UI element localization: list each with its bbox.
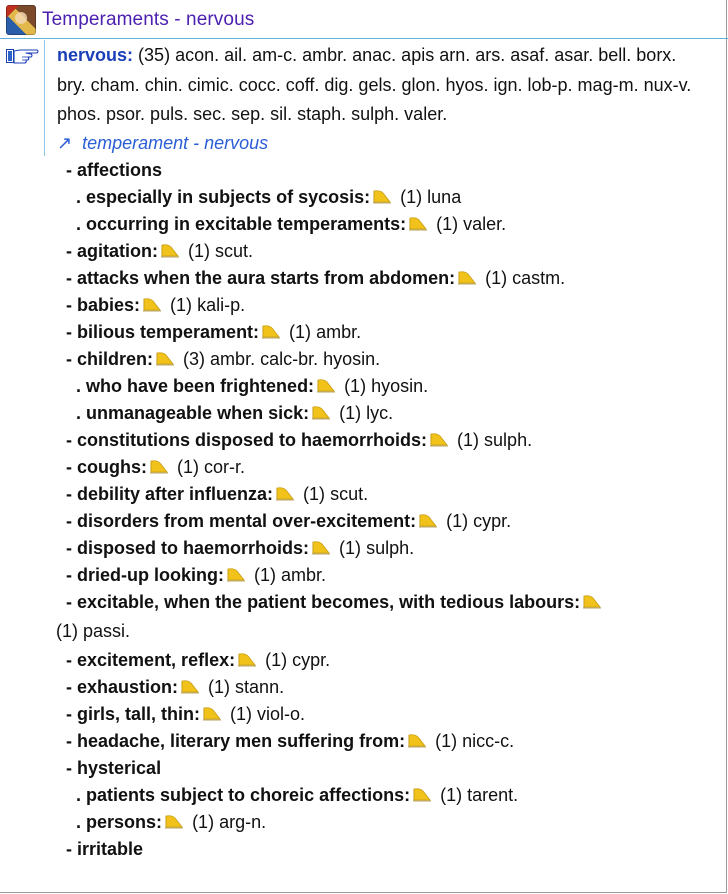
rubric-grade: (1) [435, 731, 458, 751]
yellow-flag-icon[interactable] [429, 433, 449, 447]
rubric-name[interactable]: debility after influenza: [77, 484, 274, 504]
rubric-prefix: . [76, 812, 82, 832]
rubric-remedies[interactable]: hyosin. [371, 376, 429, 396]
yellow-flag-icon[interactable] [160, 244, 180, 258]
yellow-flag-icon[interactable] [412, 788, 432, 802]
rubric-remedies[interactable]: luna [427, 187, 462, 207]
rubric-grade: (1) [339, 403, 362, 423]
rubric-remedies[interactable]: ambr. calc-br. hyosin. [210, 349, 381, 369]
rubric-name[interactable]: excitable, when the patient becomes, with tedious labours: [77, 592, 581, 612]
app-icon[interactable] [6, 5, 36, 35]
rubric-grade: (1) [254, 565, 276, 585]
rubric-row[interactable] [66, 481, 686, 508]
rubric-grade: (1) [436, 214, 459, 234]
subrubric-row[interactable] [66, 782, 686, 809]
rubric-grade: (1) [170, 295, 193, 315]
rubric-grade: (1) [289, 322, 312, 342]
rubric-row[interactable] [66, 562, 686, 589]
rubric-grade: (1) [303, 484, 326, 504]
rubric-grade: (3) [183, 349, 206, 369]
rubric-row[interactable] [66, 508, 686, 535]
rubric-name[interactable]: agitation: [77, 241, 159, 261]
rubric-prefix: - [66, 758, 72, 778]
rubric-remedies[interactable]: tarent. [467, 785, 519, 805]
rubric-remedies[interactable]: sulph. [484, 430, 533, 450]
rubric-name[interactable]: constitutions disposed to haemorrhoids: [77, 430, 428, 450]
crossref-link[interactable] [57, 133, 268, 154]
rubric-row[interactable] [66, 427, 686, 454]
rubric-name[interactable]: excitement, reflex: [77, 650, 236, 670]
rubric-row[interactable] [66, 674, 686, 701]
yellow-flag-icon[interactable] [164, 815, 184, 829]
yellow-flag-icon[interactable] [582, 595, 602, 609]
rubric-prefix: . [76, 187, 82, 207]
rubric-grade: (1) [440, 785, 463, 805]
rubric-prefix: . [76, 785, 82, 805]
yellow-flag-icon[interactable] [316, 379, 336, 393]
rubric-prefix: - [66, 241, 72, 261]
yellow-flag-icon[interactable] [237, 653, 257, 667]
subrubric-row[interactable] [66, 373, 686, 400]
yellow-flag-icon[interactable] [261, 325, 281, 339]
rubric-remedies[interactable]: viol-o. [257, 704, 306, 724]
rubric-remedies[interactable]: cor-r. [204, 457, 246, 477]
rubric-name[interactable]: dried-up looking: [77, 565, 224, 585]
rubric-name[interactable]: occurring in excitable temperaments: [86, 214, 407, 234]
rubric-row[interactable] [66, 238, 686, 265]
rubric-name[interactable]: persons: [86, 812, 163, 832]
rubric-name[interactable]: especially in subjects of sycosis: [86, 187, 371, 207]
main-rubric[interactable] [57, 41, 697, 130]
yellow-flag-icon[interactable] [311, 541, 331, 555]
yellow-flag-icon[interactable] [418, 514, 438, 528]
rubric-remedies[interactable]: arg-n. [219, 812, 267, 832]
rubric-prefix: - [66, 565, 72, 585]
main-rubric-term[interactable]: nervous: [57, 45, 134, 65]
rubric-prefix: . [76, 214, 82, 234]
rubric-remedies[interactable]: cypr. [292, 650, 331, 670]
rubric-name[interactable]: disposed to haemorrhoids: [77, 538, 310, 558]
rubric-name[interactable]: attacks when the aura starts from abdomen: [77, 268, 456, 288]
rubric-prefix: - [66, 457, 72, 477]
rubric-row[interactable] [66, 265, 686, 292]
title-bar [0, 0, 728, 39]
rubric-grade: (1) [400, 187, 423, 207]
rubric-name[interactable]: children: [77, 349, 154, 369]
rubric-prefix: - [66, 160, 72, 180]
rubric-grade: (1) [230, 704, 253, 724]
pointing-hand-icon[interactable] [6, 46, 40, 66]
rubric-prefix: - [66, 511, 72, 531]
yellow-flag-icon[interactable] [149, 460, 169, 474]
rubric-row[interactable] [66, 292, 686, 319]
rubric-prefix: - [66, 704, 72, 724]
rubric-row[interactable] [66, 535, 686, 562]
rubric-name[interactable]: affections [77, 160, 163, 180]
yellow-flag-icon[interactable] [180, 680, 200, 694]
subrubric-row[interactable] [66, 400, 686, 427]
subrubric-row[interactable] [66, 211, 686, 238]
rubric-prefix: - [66, 430, 72, 450]
rubric-name[interactable]: disorders from mental over-excitement: [77, 511, 417, 531]
rubric-remedies[interactable]: passi. [83, 621, 131, 641]
rubric-grade: (1) [339, 538, 362, 558]
yellow-flag-icon[interactable] [142, 298, 162, 312]
rubric-remedies[interactable]: kali-p. [197, 295, 246, 315]
window-title: Temperaments - nervous [42, 9, 255, 30]
rubric-remedies[interactable]: sulph. [366, 538, 415, 558]
rubric-row[interactable] [66, 728, 686, 755]
rubric-remedies[interactable]: ambr. [316, 322, 362, 342]
rubric-grade: (1) [56, 621, 78, 641]
yellow-flag-icon[interactable] [457, 271, 477, 285]
rubric-remedies[interactable]: scut. [330, 484, 369, 504]
rubric-prefix: - [66, 677, 72, 697]
rubric-row[interactable] [66, 319, 686, 346]
rubric-remedies[interactable]: castm. [512, 268, 566, 288]
yellow-flag-icon[interactable] [275, 487, 295, 501]
subrubric-list [56, 157, 686, 863]
rubric-remedies[interactable]: cypr. [473, 511, 512, 531]
yellow-flag-icon[interactable] [311, 406, 331, 420]
rubric-name[interactable]: irritable [77, 839, 144, 859]
rubric-row[interactable] [66, 647, 686, 674]
rubric-prefix: - [66, 650, 72, 670]
rubric-name[interactable]: girls, tall, thin: [77, 704, 201, 724]
rubric-name[interactable]: patients subject to choreic affections: [86, 785, 411, 805]
arrow-up-right-icon: ↗ [57, 133, 73, 153]
rubric-name[interactable]: babies: [77, 295, 141, 315]
yellow-flag-icon[interactable] [202, 707, 222, 721]
yellow-flag-icon[interactable] [407, 734, 427, 748]
gutter-rule [44, 40, 45, 156]
rubric-remedies[interactable]: ambr. [281, 565, 327, 585]
rubric-row[interactable] [66, 836, 686, 863]
yellow-flag-icon[interactable] [408, 217, 428, 231]
main-rubric-count: (35) [138, 45, 171, 65]
rubric-grade: (1) [457, 430, 480, 450]
rubric-grade: (1) [177, 457, 200, 477]
rubric-grade: (1) [265, 650, 288, 670]
rubric-row[interactable] [66, 157, 686, 184]
rubric-name[interactable]: headache, literary men suffering from: [77, 731, 406, 751]
subrubric-row[interactable] [66, 809, 686, 836]
subrubric-row[interactable] [66, 184, 686, 211]
rubric-name[interactable]: coughs: [77, 457, 148, 477]
rubric-grade: (1) [344, 376, 367, 396]
rubric-prefix: - [66, 268, 72, 288]
rubric-prefix: - [66, 349, 72, 369]
rubric-prefix: . [76, 403, 82, 423]
rubric-name[interactable]: exhaustion: [77, 677, 179, 697]
rubric-prefix: - [66, 592, 72, 612]
rubric-row[interactable] [66, 454, 686, 481]
rubric-remedies[interactable]: lyc. [366, 403, 394, 423]
rubric-grade: (1) [485, 268, 508, 288]
rubric-remedies[interactable]: valer. [463, 214, 507, 234]
rubric-grade: (1) [188, 241, 211, 261]
rubric-row[interactable] [66, 701, 686, 728]
rubric-row[interactable] [66, 755, 686, 782]
rubric-grade: (1) [446, 511, 469, 531]
yellow-flag-icon[interactable] [372, 190, 392, 204]
rubric-prefix: - [66, 484, 72, 504]
main-rubric-remedies[interactable]: acon. ail. am-c. ambr. anac. apis arn. ars. asaf. asar. bell. borx. bry. cham. chin. cimic. cocc. coff. dig. gels. glon. hyos. ign. lob-p. mag-m. nux-v. phos. psor. puls. sec. sep. sil. staph. sulph. valer. [57, 45, 692, 124]
rubric-row[interactable] [56, 589, 686, 647]
rubric-grade: (1) [192, 812, 215, 832]
rubric-name[interactable]: who have been frightened: [86, 376, 315, 396]
rubric-prefix: - [66, 839, 72, 859]
rubric-remedies[interactable]: stann. [235, 677, 285, 697]
rubric-remedies[interactable]: scut. [215, 241, 254, 261]
rubric-prefix: - [66, 295, 72, 315]
crossref-text[interactable]: temperament - nervous [82, 133, 269, 153]
rubric-prefix: - [66, 538, 72, 558]
rubric-prefix: . [76, 376, 82, 396]
rubric-prefix: - [66, 731, 72, 751]
yellow-flag-icon[interactable] [226, 568, 246, 582]
rubric-row[interactable] [66, 346, 686, 373]
rubric-grade: (1) [208, 677, 231, 697]
rubric-prefix: - [66, 322, 72, 342]
rubric-name[interactable]: bilious temperament: [77, 322, 260, 342]
yellow-flag-icon[interactable] [155, 352, 175, 366]
rubric-remedies[interactable]: nicc-c. [462, 731, 515, 751]
rubric-name[interactable]: unmanageable when sick: [86, 403, 310, 423]
rubric-name[interactable]: hysterical [77, 758, 162, 778]
